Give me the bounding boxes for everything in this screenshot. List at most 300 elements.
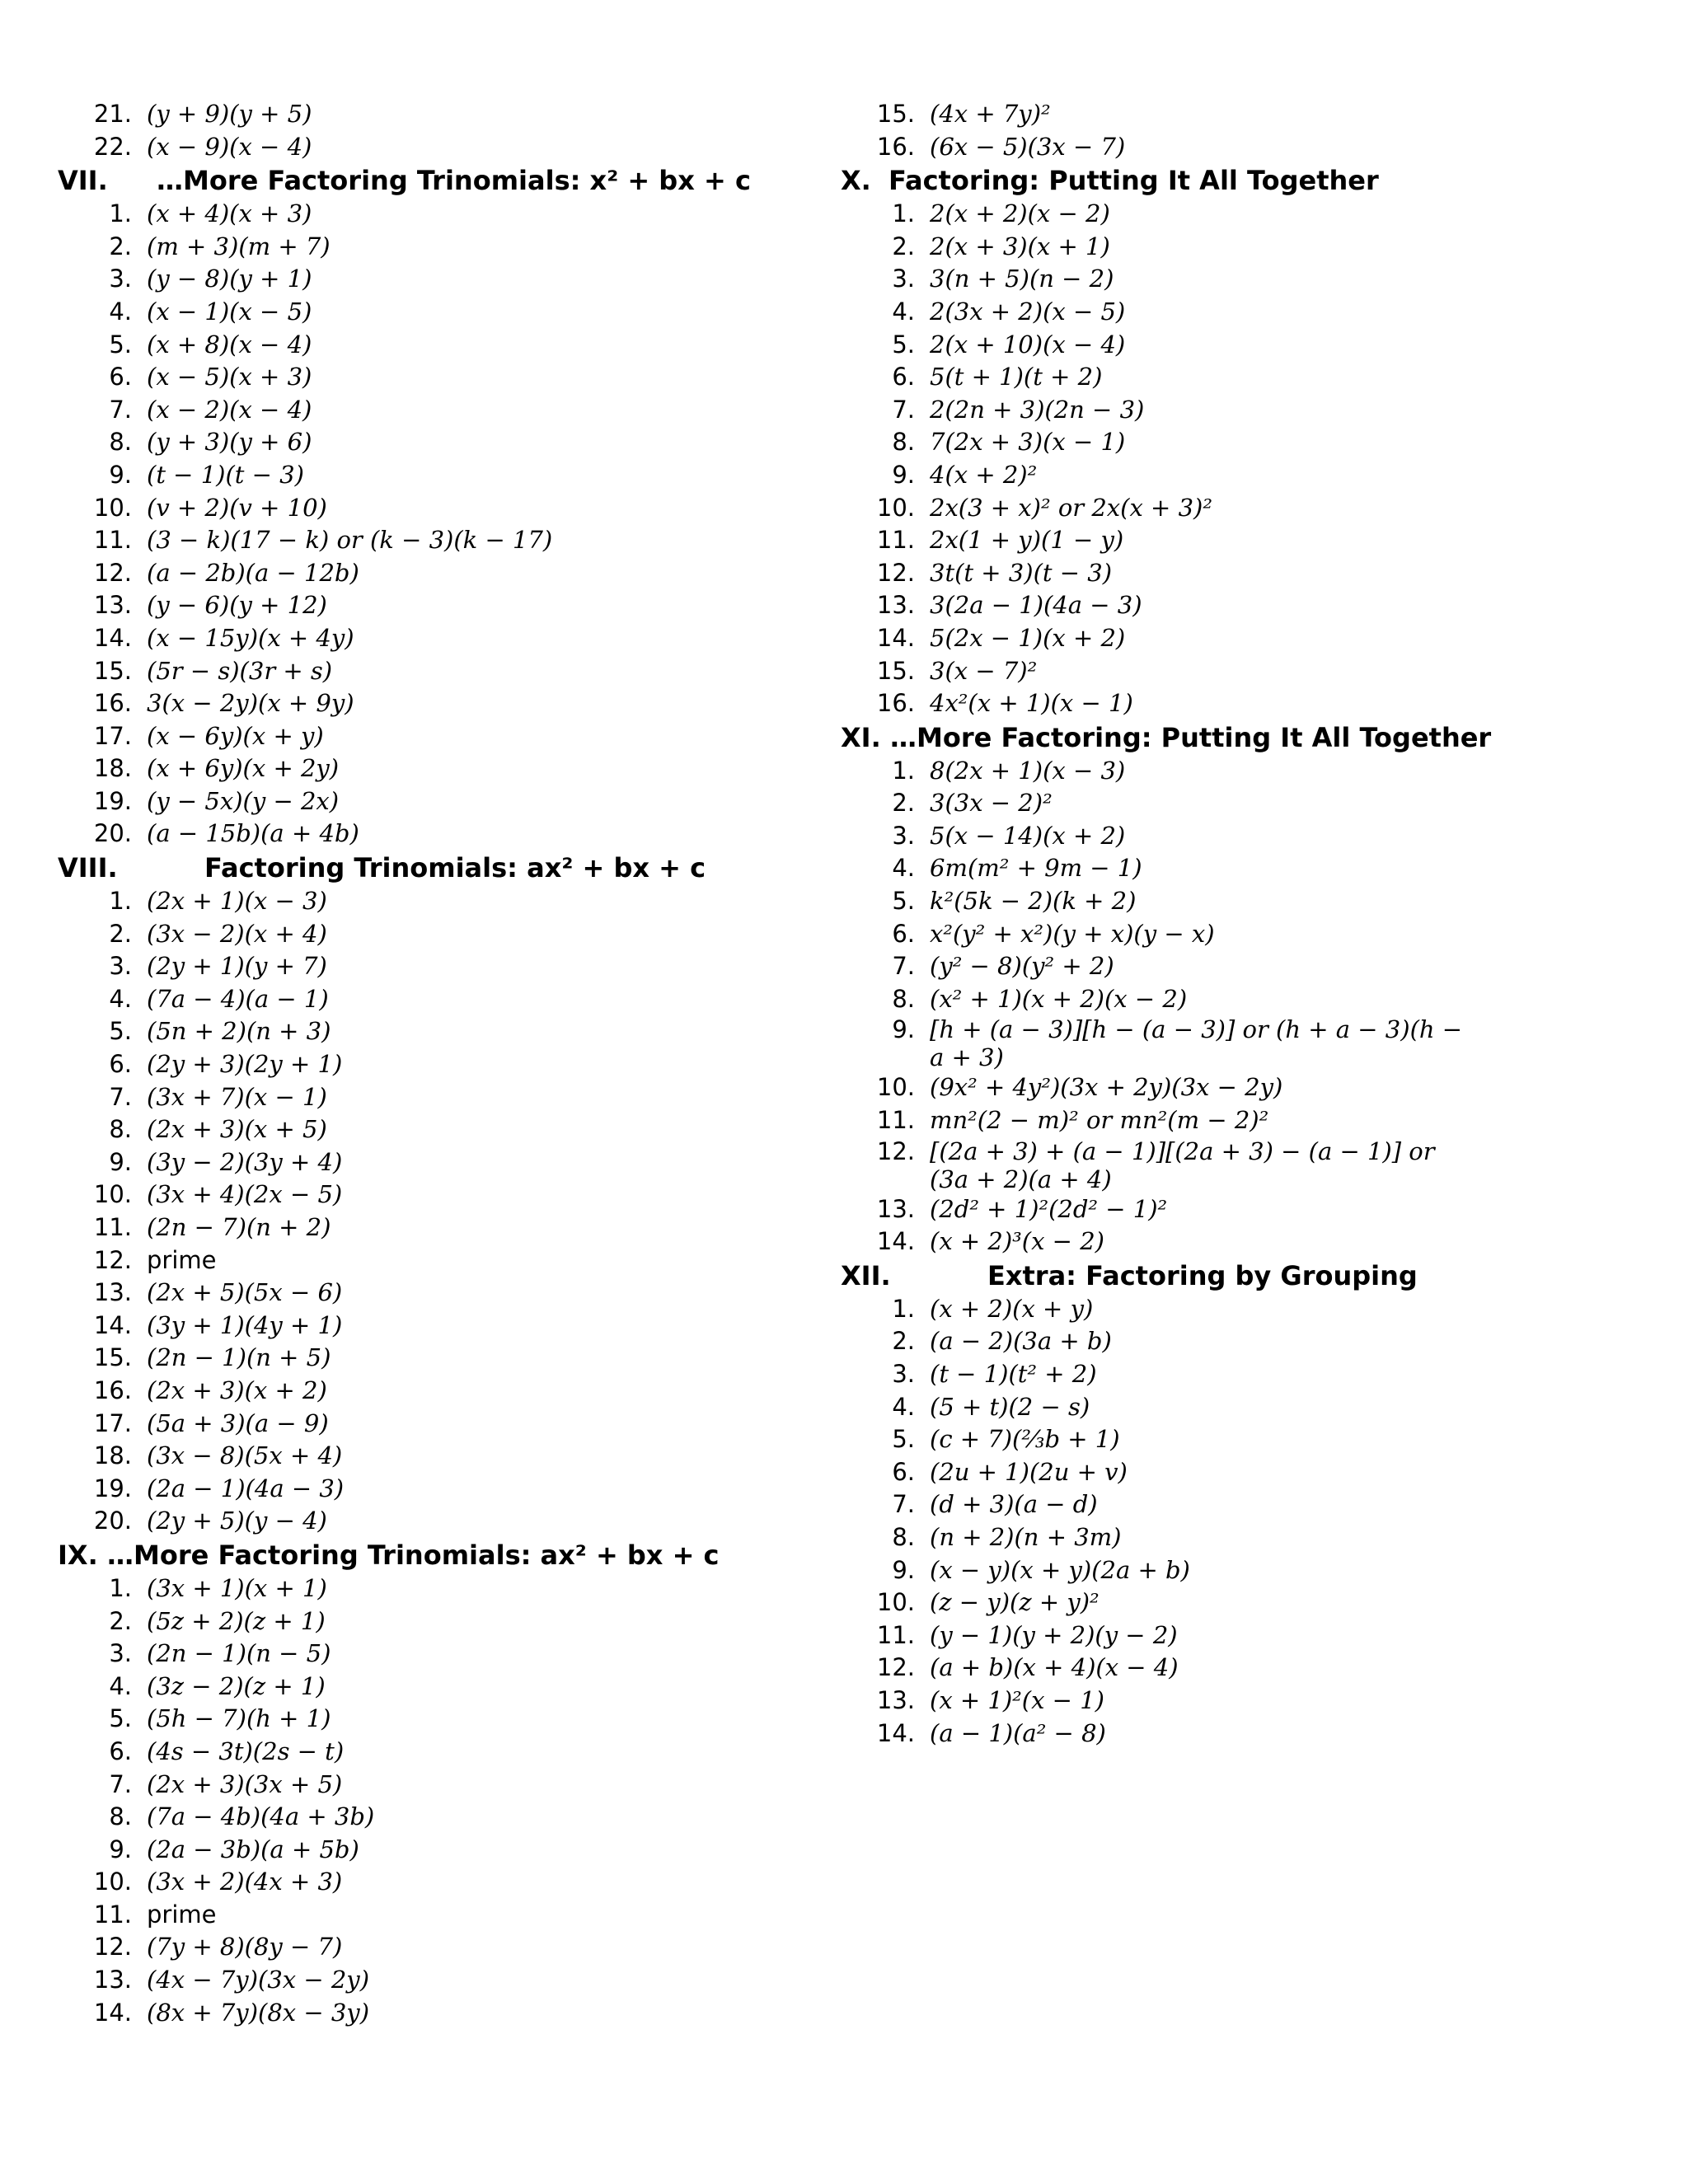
list-item bbox=[892, 918, 1655, 951]
list-item bbox=[892, 1391, 1655, 1424]
item-answer: (5r − s)(3r + s) bbox=[147, 656, 333, 685]
list-item bbox=[876, 1137, 1655, 1193]
item-number: 10. bbox=[93, 1180, 132, 1209]
section-number: X. bbox=[841, 165, 871, 197]
item-answer: (9x² + 4y²)(3x + 2y)(3x − 2y) bbox=[930, 1073, 1283, 1102]
item-number: 3. bbox=[892, 1360, 915, 1388]
item-answer: (3 − k)(17 − k) or (k − 3)(k − 17) bbox=[147, 526, 553, 555]
item-number: 1. bbox=[892, 756, 915, 785]
item-number: 10. bbox=[93, 493, 132, 522]
item-answer: 2(x + 10)(x − 4) bbox=[930, 330, 1126, 359]
item-answer: (7y + 8)(8y − 7) bbox=[147, 1933, 343, 1961]
list-item bbox=[93, 622, 889, 655]
item-number: 13. bbox=[876, 591, 915, 620]
item-answer: (n + 2)(n + 3m) bbox=[930, 1522, 1122, 1551]
list-item bbox=[876, 1226, 1655, 1258]
list-item bbox=[93, 818, 889, 851]
item-answer: 3(3x − 2)² bbox=[930, 789, 1053, 818]
list-item bbox=[109, 983, 889, 1016]
list-item bbox=[876, 622, 1655, 655]
list-item bbox=[109, 885, 889, 918]
item-answer: 5(2x − 1)(x + 2) bbox=[930, 623, 1126, 652]
item-number: 13. bbox=[93, 1966, 132, 1994]
item-answer: 7(2x + 3)(x − 1) bbox=[930, 428, 1126, 457]
list-item bbox=[109, 459, 889, 492]
item-answer: (5n + 2)(n + 3) bbox=[147, 1017, 331, 1046]
item-number: 8. bbox=[109, 1115, 132, 1144]
item-number: 10. bbox=[876, 1588, 915, 1617]
item-answer: (5h − 7)(h + 1) bbox=[147, 1704, 331, 1733]
list-item bbox=[93, 752, 889, 785]
item-number: 11. bbox=[876, 1106, 915, 1135]
item-number: 12. bbox=[876, 1653, 915, 1682]
item-answer: (5 + t)(2 − s) bbox=[930, 1392, 1090, 1421]
item-answer: (x − 9)(x − 4) bbox=[147, 132, 312, 161]
list-item bbox=[93, 524, 889, 557]
item-number: 2. bbox=[892, 789, 915, 818]
item-number: 1. bbox=[892, 199, 915, 228]
item-answer: 2(x + 2)(x − 2) bbox=[930, 199, 1110, 228]
item-number: 2. bbox=[109, 1606, 132, 1635]
item-number: 9. bbox=[109, 1835, 132, 1863]
item-answer: 2(2n + 3)(2n − 3) bbox=[930, 395, 1145, 424]
item-answer: (2n − 7)(n + 2) bbox=[147, 1213, 331, 1241]
item-answer: (y − 1)(y + 2)(y − 2) bbox=[930, 1620, 1178, 1649]
item-answer: (y + 9)(y + 5) bbox=[147, 100, 312, 128]
item-answer: (y − 6)(y + 12) bbox=[147, 591, 327, 620]
item-number: 13. bbox=[876, 1194, 915, 1223]
list-item bbox=[109, 1736, 889, 1769]
list-item bbox=[892, 361, 1655, 394]
list-item bbox=[93, 589, 889, 622]
item-answer: k²(5k − 2)(k + 2) bbox=[930, 887, 1137, 916]
item-answer: 6m(m² + 9m − 1) bbox=[930, 854, 1142, 883]
item-number: 4. bbox=[109, 297, 132, 326]
item-answer: mn²(2 − m)² or mn²(m − 2)² bbox=[930, 1106, 1269, 1135]
item-number: 10. bbox=[876, 1073, 915, 1102]
item-number: 14. bbox=[876, 623, 915, 652]
list-item bbox=[892, 852, 1655, 885]
item-answer: (y² − 8)(y² + 2) bbox=[930, 952, 1114, 981]
item-answer: 2(3x + 2)(x − 5) bbox=[930, 297, 1126, 326]
list-item bbox=[93, 687, 889, 720]
list-item bbox=[876, 655, 1655, 688]
item-number: 11. bbox=[93, 1213, 132, 1241]
item-number: 9. bbox=[109, 460, 132, 489]
item-number: 11. bbox=[93, 1900, 132, 1929]
item-number: 8. bbox=[892, 984, 915, 1013]
section-number: VII. bbox=[58, 165, 108, 197]
item-number: 7. bbox=[892, 952, 915, 981]
item-number: 9. bbox=[892, 1015, 915, 1044]
section-title: …More Factoring: Putting It All Together bbox=[890, 721, 1492, 753]
item-number: 6. bbox=[109, 363, 132, 391]
item-number: 4. bbox=[892, 1392, 915, 1421]
list-item bbox=[892, 459, 1655, 492]
item-number: 5. bbox=[892, 1425, 915, 1454]
item-answer: (x − 6y)(x + y) bbox=[147, 721, 324, 750]
list-item bbox=[109, 296, 889, 329]
list-item bbox=[876, 589, 1655, 622]
item-number: 2. bbox=[892, 1327, 915, 1356]
item-number: 6. bbox=[892, 1457, 915, 1486]
item-answer: (2y + 5)(y − 4) bbox=[147, 1507, 327, 1535]
item-answer: prime bbox=[147, 1245, 217, 1274]
item-number: 19. bbox=[93, 1474, 132, 1502]
item-number: 12. bbox=[93, 1933, 132, 1961]
list-item bbox=[892, 1325, 1655, 1358]
list-item bbox=[892, 1015, 1655, 1072]
section-title: …More Factoring Trinomials: ax² + bx + c bbox=[107, 1539, 720, 1571]
item-number: 9. bbox=[892, 460, 915, 489]
item-number: 4. bbox=[892, 297, 915, 326]
list-item bbox=[876, 1071, 1655, 1104]
item-answer: (3x − 8)(5x + 4) bbox=[147, 1441, 343, 1470]
list-item bbox=[93, 1473, 889, 1506]
item-answer: (x − y)(x + y)(2a + b) bbox=[930, 1555, 1190, 1584]
item-answer: (2d² + 1)²(2d² − 1)² bbox=[930, 1194, 1168, 1223]
item-number: 13. bbox=[93, 591, 132, 620]
item-answer: (4x − 7y)(3x − 2y) bbox=[147, 1966, 370, 1994]
item-number: 5. bbox=[109, 1704, 132, 1733]
list-item bbox=[109, 1703, 889, 1736]
item-number: 6. bbox=[109, 1736, 132, 1765]
item-answer: 2(x + 3)(x + 1) bbox=[930, 232, 1110, 260]
list-item bbox=[93, 1505, 889, 1538]
item-number: 7. bbox=[109, 395, 132, 424]
list-item bbox=[876, 1586, 1655, 1619]
list-item bbox=[109, 1769, 889, 1802]
item-answer: (a − 2)(3a + b) bbox=[930, 1327, 1112, 1356]
item-answer: (x + 2)³(x − 2) bbox=[930, 1227, 1104, 1256]
item-number: 15. bbox=[93, 656, 132, 685]
item-number: 5. bbox=[892, 330, 915, 359]
item-answer: 5(t + 1)(t + 2) bbox=[930, 363, 1103, 391]
item-number: 15. bbox=[876, 100, 915, 128]
list-item bbox=[876, 687, 1655, 720]
item-number: 15. bbox=[93, 1343, 132, 1372]
list-item bbox=[109, 231, 889, 264]
list-item bbox=[876, 1193, 1655, 1226]
item-answer: (5z + 2)(z + 1) bbox=[147, 1606, 326, 1635]
list-item bbox=[93, 1310, 889, 1343]
item-number: 14. bbox=[93, 1310, 132, 1339]
item-answer: (3x + 1)(x + 1) bbox=[147, 1573, 327, 1602]
list-item bbox=[93, 785, 889, 818]
item-number: 7. bbox=[892, 1490, 915, 1519]
list-item bbox=[109, 1048, 889, 1081]
item-answer: (7a − 4)(a − 1) bbox=[147, 984, 329, 1013]
item-number: 12. bbox=[876, 1137, 915, 1165]
item-number: 3. bbox=[892, 821, 915, 850]
item-answer: (m + 3)(m + 7) bbox=[147, 232, 331, 260]
item-number: 5. bbox=[892, 887, 915, 916]
item-answer: (a − 2b)(a − 12b) bbox=[147, 558, 359, 587]
item-number: 3. bbox=[109, 1639, 132, 1668]
item-number: 6. bbox=[892, 919, 915, 948]
item-answer: (x − 2)(x − 4) bbox=[147, 395, 312, 424]
item-answer: (3y + 1)(4y + 1) bbox=[147, 1310, 343, 1339]
item-answer: (c + 7)(⅔b + 1) bbox=[930, 1425, 1120, 1454]
list-item bbox=[892, 394, 1655, 427]
item-answer: 3(n + 5)(n − 2) bbox=[930, 265, 1114, 293]
item-number: 22. bbox=[93, 132, 132, 161]
item-number: 3. bbox=[892, 265, 915, 293]
list-item bbox=[892, 787, 1655, 820]
list-item bbox=[93, 1440, 889, 1473]
item-number: 11. bbox=[876, 526, 915, 555]
item-number: 3. bbox=[109, 265, 132, 293]
item-answer: (v + 2)(v + 10) bbox=[147, 493, 327, 522]
list-item bbox=[93, 492, 889, 525]
item-answer: (x − 5)(x + 3) bbox=[147, 363, 312, 391]
item-answer: (2x + 3)(x + 2) bbox=[147, 1376, 327, 1404]
item-answer: (8x + 7y)(8x − 3y) bbox=[147, 1998, 370, 2027]
item-number: 9. bbox=[109, 1147, 132, 1176]
item-number: 4. bbox=[109, 1671, 132, 1700]
item-answer: (2n − 1)(n + 5) bbox=[147, 1343, 331, 1372]
item-answer: 4x²(x + 1)(x − 1) bbox=[930, 689, 1133, 718]
list-item bbox=[892, 983, 1655, 1016]
section-heading bbox=[0, 163, 1655, 198]
item-answer: (2n − 1)(n − 5) bbox=[147, 1639, 331, 1668]
section-heading bbox=[0, 1538, 889, 1572]
item-answer: x²(y² + x²)(y + x)(y − x) bbox=[930, 919, 1215, 948]
item-answer: (3x − 2)(x + 4) bbox=[147, 919, 327, 948]
list-item bbox=[892, 1423, 1655, 1456]
list-item bbox=[109, 1605, 889, 1638]
item-answer: (x² + 1)(x + 2)(x − 2) bbox=[930, 984, 1188, 1013]
list-item bbox=[876, 1685, 1655, 1718]
item-answer: (x − 1)(x − 5) bbox=[147, 297, 312, 326]
item-answer: prime bbox=[147, 1900, 217, 1929]
list-item bbox=[892, 231, 1655, 264]
item-number: 8. bbox=[892, 428, 915, 457]
list-item bbox=[109, 263, 889, 296]
item-number: 5. bbox=[109, 1017, 132, 1046]
list-item bbox=[93, 655, 889, 688]
item-answer: (x + 6y)(x + 2y) bbox=[147, 754, 340, 783]
section-title: Extra: Factoring by Grouping bbox=[987, 1259, 1418, 1291]
item-number: 13. bbox=[876, 1685, 915, 1714]
item-answer: (2x + 1)(x − 3) bbox=[147, 887, 327, 916]
section-number: XII. bbox=[841, 1259, 891, 1291]
list-item bbox=[93, 131, 889, 164]
item-answer: (y + 3)(y + 6) bbox=[147, 428, 312, 457]
item-number: 14. bbox=[93, 623, 132, 652]
item-number: 12. bbox=[93, 1245, 132, 1274]
list-item bbox=[109, 950, 889, 983]
section-title: Factoring: Putting It All Together bbox=[889, 165, 1379, 197]
list-item bbox=[892, 820, 1655, 853]
item-answer: (2y + 1)(y + 7) bbox=[147, 952, 327, 981]
item-answer: (2x + 3)(3x + 5) bbox=[147, 1769, 343, 1798]
section-number: IX. bbox=[58, 1539, 98, 1571]
left-column bbox=[58, 98, 889, 2029]
item-answer: 2x(1 + y)(1 − y) bbox=[930, 526, 1124, 555]
item-answer: (y − 8)(y + 1) bbox=[147, 265, 312, 293]
list-item bbox=[876, 1104, 1655, 1137]
list-item bbox=[892, 329, 1655, 362]
item-answer: (y − 5x)(y − 2x) bbox=[147, 786, 340, 815]
item-number: 7. bbox=[109, 1769, 132, 1798]
item-answer: (2u + 1)(2u + v) bbox=[930, 1457, 1128, 1486]
item-number: 5. bbox=[109, 330, 132, 359]
item-number: 16. bbox=[93, 689, 132, 718]
item-answer: (a + b)(x + 4)(x − 4) bbox=[930, 1653, 1179, 1682]
item-answer: (t − 1)(t − 3) bbox=[147, 460, 304, 489]
list-item bbox=[93, 1375, 889, 1408]
item-number: 17. bbox=[93, 721, 132, 750]
list-item bbox=[892, 755, 1655, 788]
item-answer: (3x + 2)(4x + 3) bbox=[147, 1868, 343, 1896]
item-answer: (2x + 5)(5x − 6) bbox=[147, 1278, 343, 1307]
list-item bbox=[892, 426, 1655, 459]
item-answer: (a − 1)(a² − 8) bbox=[930, 1718, 1106, 1747]
item-answer: (x − 15y)(x + 4y) bbox=[147, 623, 354, 652]
section-title: …More Factoring Trinomials: x² + bx + c bbox=[157, 165, 751, 197]
item-number: 2. bbox=[109, 232, 132, 260]
item-answer: (x + 1)²(x − 1) bbox=[930, 1685, 1104, 1714]
item-number: 16. bbox=[876, 689, 915, 718]
list-item bbox=[93, 1408, 889, 1441]
list-item bbox=[876, 492, 1655, 525]
list-item bbox=[876, 1619, 1655, 1652]
list-item bbox=[892, 1358, 1655, 1391]
item-answer: (3x + 4)(2x − 5) bbox=[147, 1180, 343, 1209]
item-number: 16. bbox=[93, 1376, 132, 1404]
item-answer: [(2a + 3) + (a − 1)][(2a + 3) − (a − 1)] or (3a + 2)(a + 4) bbox=[930, 1137, 1435, 1193]
list-item bbox=[109, 1146, 889, 1179]
list-item bbox=[892, 1456, 1655, 1489]
list-item bbox=[892, 885, 1655, 918]
list-item bbox=[93, 1899, 889, 1932]
item-answer: (4x + 7y)² bbox=[930, 100, 1051, 128]
item-number: 7. bbox=[109, 1082, 132, 1111]
list-item bbox=[93, 1931, 889, 1964]
item-answer: (2a − 3b)(a + 5b) bbox=[147, 1835, 359, 1863]
item-number: 1. bbox=[109, 199, 132, 228]
list-item bbox=[109, 1671, 889, 1704]
item-number: 20. bbox=[93, 819, 132, 848]
list-item bbox=[93, 1997, 889, 2030]
list-item bbox=[109, 329, 889, 362]
item-answer: (x + 2)(x + y) bbox=[930, 1294, 1094, 1323]
item-answer: 3(x − 7)² bbox=[930, 656, 1038, 685]
item-number: 10. bbox=[93, 1868, 132, 1896]
list-item bbox=[876, 131, 1655, 164]
item-number: 18. bbox=[93, 754, 132, 783]
list-item bbox=[109, 198, 889, 231]
item-answer: 3(x − 2y)(x + 9y) bbox=[147, 689, 354, 718]
item-answer: (3z − 2)(z + 1) bbox=[147, 1671, 326, 1700]
item-number: 1. bbox=[109, 1573, 132, 1602]
list-item bbox=[892, 950, 1655, 983]
item-answer: 2x(3 + x)² or 2x(x + 3)² bbox=[930, 493, 1212, 522]
item-number: 8. bbox=[109, 1802, 132, 1831]
item-answer: 4(x + 2)² bbox=[930, 460, 1038, 489]
list-item bbox=[109, 918, 889, 951]
list-item bbox=[93, 1212, 889, 1244]
item-number: 14. bbox=[876, 1227, 915, 1256]
list-item bbox=[93, 1866, 889, 1899]
list-item bbox=[876, 1652, 1655, 1685]
item-number: 15. bbox=[876, 656, 915, 685]
item-number: 8. bbox=[892, 1522, 915, 1551]
list-item bbox=[876, 98, 1655, 131]
list-item bbox=[892, 1554, 1655, 1587]
item-number: 13. bbox=[93, 1278, 132, 1307]
list-item bbox=[876, 524, 1655, 557]
item-number: 19. bbox=[93, 786, 132, 815]
list-item bbox=[892, 1521, 1655, 1554]
section-number: VIII. bbox=[58, 852, 118, 884]
item-number: 16. bbox=[876, 132, 915, 161]
section-heading bbox=[0, 851, 889, 885]
item-answer: (x + 8)(x − 4) bbox=[147, 330, 312, 359]
item-answer: (z − y)(z + y)² bbox=[930, 1588, 1100, 1617]
list-item bbox=[876, 557, 1655, 590]
item-answer: 3(2a − 1)(4a − 3) bbox=[930, 591, 1142, 620]
item-number: 17. bbox=[93, 1408, 132, 1437]
section-heading bbox=[0, 720, 1655, 755]
item-number: 12. bbox=[876, 558, 915, 587]
right-column bbox=[841, 98, 1655, 1750]
item-answer: (3x + 7)(x − 1) bbox=[147, 1082, 327, 1111]
item-answer: (a − 15b)(a + 4b) bbox=[147, 819, 359, 848]
item-answer: (6x − 5)(3x − 7) bbox=[930, 132, 1126, 161]
item-answer: [h + (a − 3)][h − (a − 3)] or (h + a − 3)(h − a + 3) bbox=[930, 1015, 1463, 1072]
list-item bbox=[109, 394, 889, 427]
item-number: 2. bbox=[109, 919, 132, 948]
list-item bbox=[892, 1293, 1655, 1326]
item-number: 14. bbox=[876, 1718, 915, 1747]
list-item bbox=[892, 1488, 1655, 1521]
item-answer: (2a − 1)(4a − 3) bbox=[147, 1474, 345, 1502]
item-number: 9. bbox=[892, 1555, 915, 1584]
item-answer: (2x + 3)(x + 5) bbox=[147, 1115, 327, 1144]
list-item bbox=[93, 557, 889, 590]
section-heading bbox=[0, 1258, 1655, 1293]
item-number: 1. bbox=[109, 887, 132, 916]
item-answer: (3y − 2)(3y + 4) bbox=[147, 1147, 343, 1176]
item-answer: (d + 3)(a − d) bbox=[930, 1490, 1098, 1519]
list-item bbox=[109, 1834, 889, 1867]
item-answer: (7a − 4b)(4a + 3b) bbox=[147, 1802, 375, 1831]
item-number: 7. bbox=[892, 395, 915, 424]
item-answer: 5(x − 14)(x + 2) bbox=[930, 821, 1126, 850]
item-number: 8. bbox=[109, 428, 132, 457]
item-number: 11. bbox=[93, 526, 132, 555]
item-number: 4. bbox=[892, 854, 915, 883]
list-item bbox=[892, 198, 1655, 231]
list-item bbox=[876, 1718, 1655, 1750]
list-item bbox=[93, 1179, 889, 1212]
item-number: 6. bbox=[109, 1050, 132, 1079]
item-number: 14. bbox=[93, 1998, 132, 2027]
list-item bbox=[109, 426, 889, 459]
item-number: 1. bbox=[892, 1294, 915, 1323]
list-item bbox=[109, 1638, 889, 1671]
item-number: 21. bbox=[93, 100, 132, 128]
section-number: XI. bbox=[841, 721, 881, 753]
list-item bbox=[109, 1801, 889, 1834]
item-number: 10. bbox=[876, 493, 915, 522]
list-item bbox=[892, 296, 1655, 329]
list-item bbox=[93, 1964, 889, 1997]
item-number: 6. bbox=[892, 363, 915, 391]
item-number: 3. bbox=[109, 952, 132, 981]
